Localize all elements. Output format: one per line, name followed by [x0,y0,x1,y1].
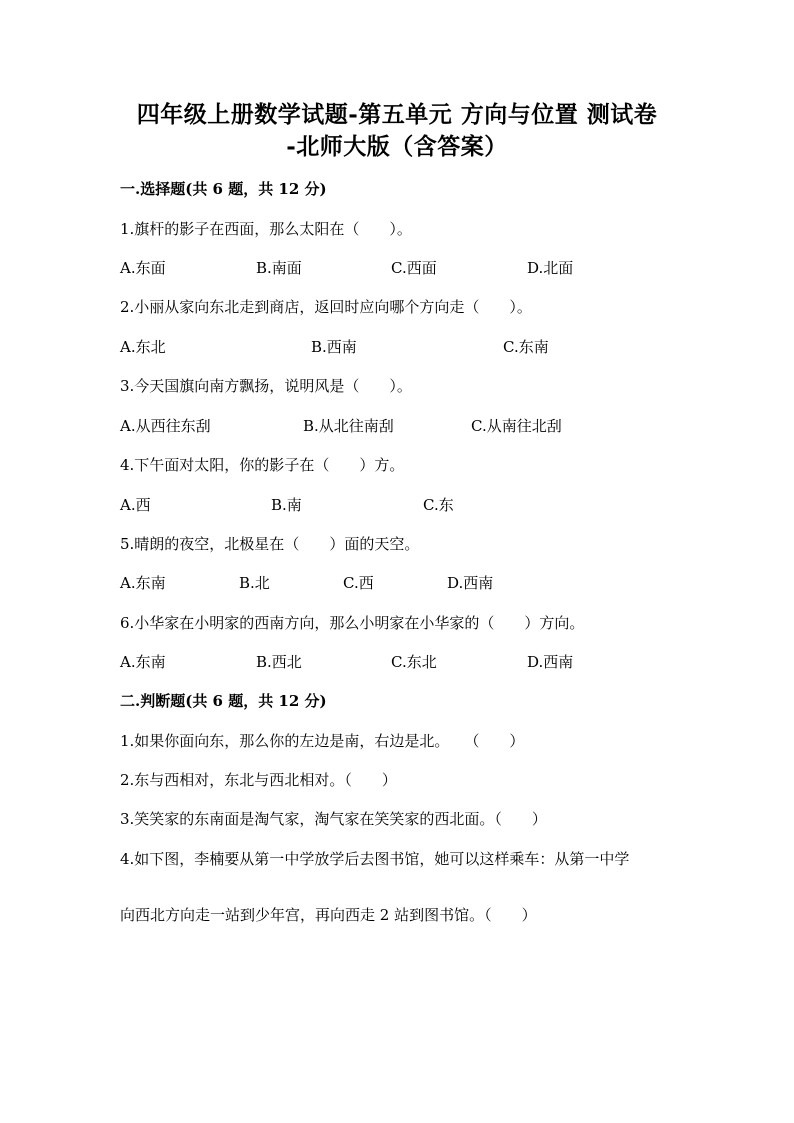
question-6: 6.小华家在小明家的西南方向，那么小明家在小华家的（ ）方向。 [120,614,585,632]
q1-option-a: A.东面 [120,259,166,277]
judgement-1: 1.如果你面向东，那么你的左边是南，右边是北。 （ ） [120,732,525,750]
question-1: 1.旗杆的影子在西面，那么太阳在（ ）。 [120,220,412,238]
q5-option-b: B.北 [239,574,270,592]
q1-option-c: C.西面 [391,259,437,277]
q2-option-c: C.东南 [503,338,549,356]
q6-option-c: C.东北 [391,653,437,671]
q5-option-c: C.西 [343,574,374,592]
q4-option-c: C.东 [423,496,454,514]
q3-option-a: A.从西往东刮 [120,417,211,435]
q6-option-b: B.西北 [256,653,302,671]
q4-option-a: A.西 [120,496,151,514]
question-4: 4.下午面对太阳，你的影子在（ ）方。 [120,456,405,474]
question-5: 5.晴朗的夜空，北极星在（ ）面的天空。 [120,535,420,553]
q3-option-c: C.从南往北刮 [471,417,562,435]
q2-option-a: A.东北 [120,338,166,356]
judgement-4-line-1: 4.如下图，李楠要从第一中学放学后去图书馆，她可以这样乘车：从第一中学 [120,850,630,868]
q5-option-d: D.西南 [447,574,494,592]
q1-option-d: D.北面 [527,259,574,277]
judgement-3: 3.笑笑家的东南面是淘气家，淘气家在笑笑家的西北面。（ ） [120,810,547,828]
title-line-2: -北师大版（含答案） [286,133,508,160]
title-line-1: 四年级上册数学试题-第五单元 方向与位置 测试卷 [136,101,658,128]
q5-option-a: A.东南 [120,574,166,592]
judgement-4-line-2: 向西北方向走一站到少年宫，再向西走 2 站到图书馆。（ ） [120,906,537,924]
q2-option-b: B.西南 [311,338,357,356]
judgement-2: 2.东与西相对，东北与西北相对。（ ） [120,771,397,789]
section-heading-choice: 一.选择题(共 6 题，共 12 分) [120,180,327,198]
q1-option-b: B.南面 [256,259,302,277]
q4-option-b: B.南 [271,496,302,514]
question-3: 3.今天国旗向南方飘扬，说明风是（ ）。 [120,377,412,395]
q3-option-b: B.从北往南刮 [303,417,394,435]
question-2: 2.小丽从家向东北走到商店，返回时应向哪个方向走（ ）。 [120,298,532,316]
section-heading-judgement: 二.判断题(共 6 题，共 12 分) [120,692,327,710]
q6-option-a: A.东南 [120,653,166,671]
q6-option-d: D.西南 [527,653,574,671]
